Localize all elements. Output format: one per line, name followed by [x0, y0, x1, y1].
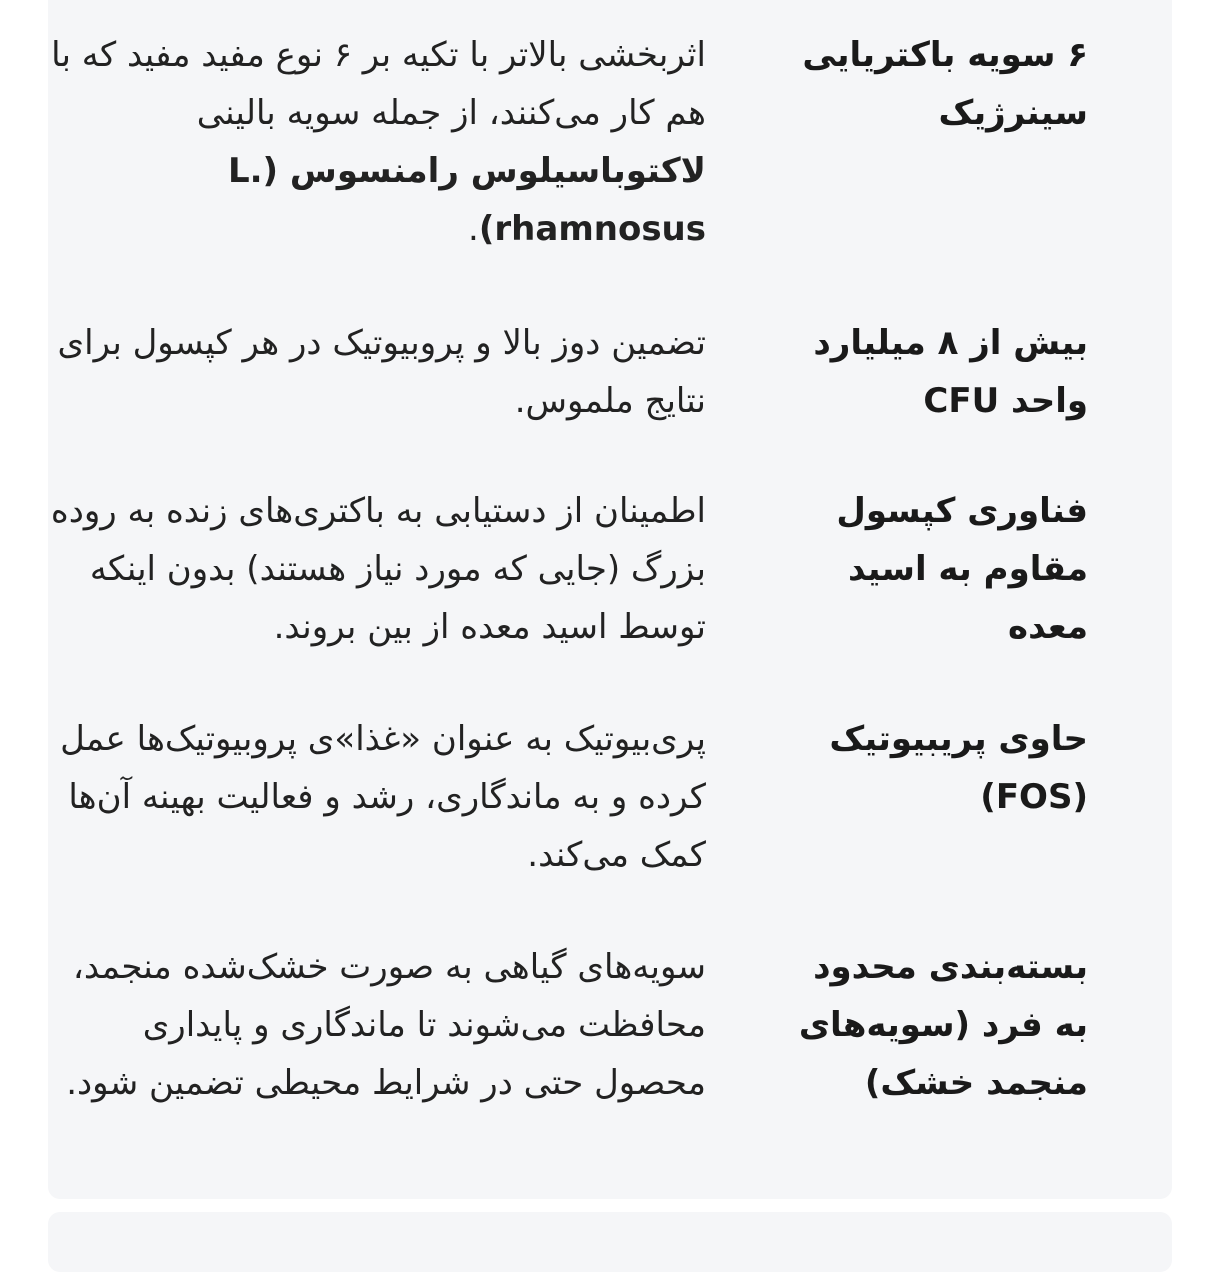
feature-title: بیش از ۸ میلیارد واحد CFU	[813, 323, 1088, 421]
next-card	[48, 1212, 1172, 1272]
feature-title: حاوی پریبیوتیک (FOS)	[829, 719, 1088, 817]
feature-title: ۶ سویه باکتریایی سینرژیک	[802, 35, 1088, 133]
feature-description: اطمینان از دستیابی به باکتری‌های زنده به روده بزرگ (جایی که مورد نیاز هستند) بدون اینکه توسط اسید معده از بین بروند.	[50, 491, 706, 647]
feature-title: بسته‌بندی محدود به فرد (سویه‌های منجمد خشک)	[798, 947, 1088, 1103]
feature-description	[26, 26, 706, 258]
feature-description-end: .	[468, 209, 479, 249]
feature-description: تضمین دوز بالا و پروبیوتیک در هر کپسول برای نتایج ملموس.	[57, 323, 706, 421]
feature-description-strain-name: لاکتوباسیلوس رامنسوس (L. rhamnosus)	[227, 151, 706, 249]
feature-title: فناوری کپسول مقاوم به اسید معده	[836, 491, 1088, 647]
feature-description-text: اثربخشی بالاتر با تکیه بر ۶ نوع مفید مفید که با هم کار می‌کنند، از جمله سویه بالینی	[51, 35, 706, 133]
feature-description: سویه‌های گیاهی به صورت خشک‌شده منجمد، محافظت می‌شوند تا ماندگاری و پایداری محصول حتی در شرایط محیطی تضمین شود.	[66, 947, 706, 1103]
feature-description: پری‌بیوتیک به عنوان «غذا»ی پروبیوتیک‌ها عمل کرده و به ماندگاری، رشد و فعالیت بهینه آن‌ها کمک می‌کند.	[60, 719, 706, 875]
